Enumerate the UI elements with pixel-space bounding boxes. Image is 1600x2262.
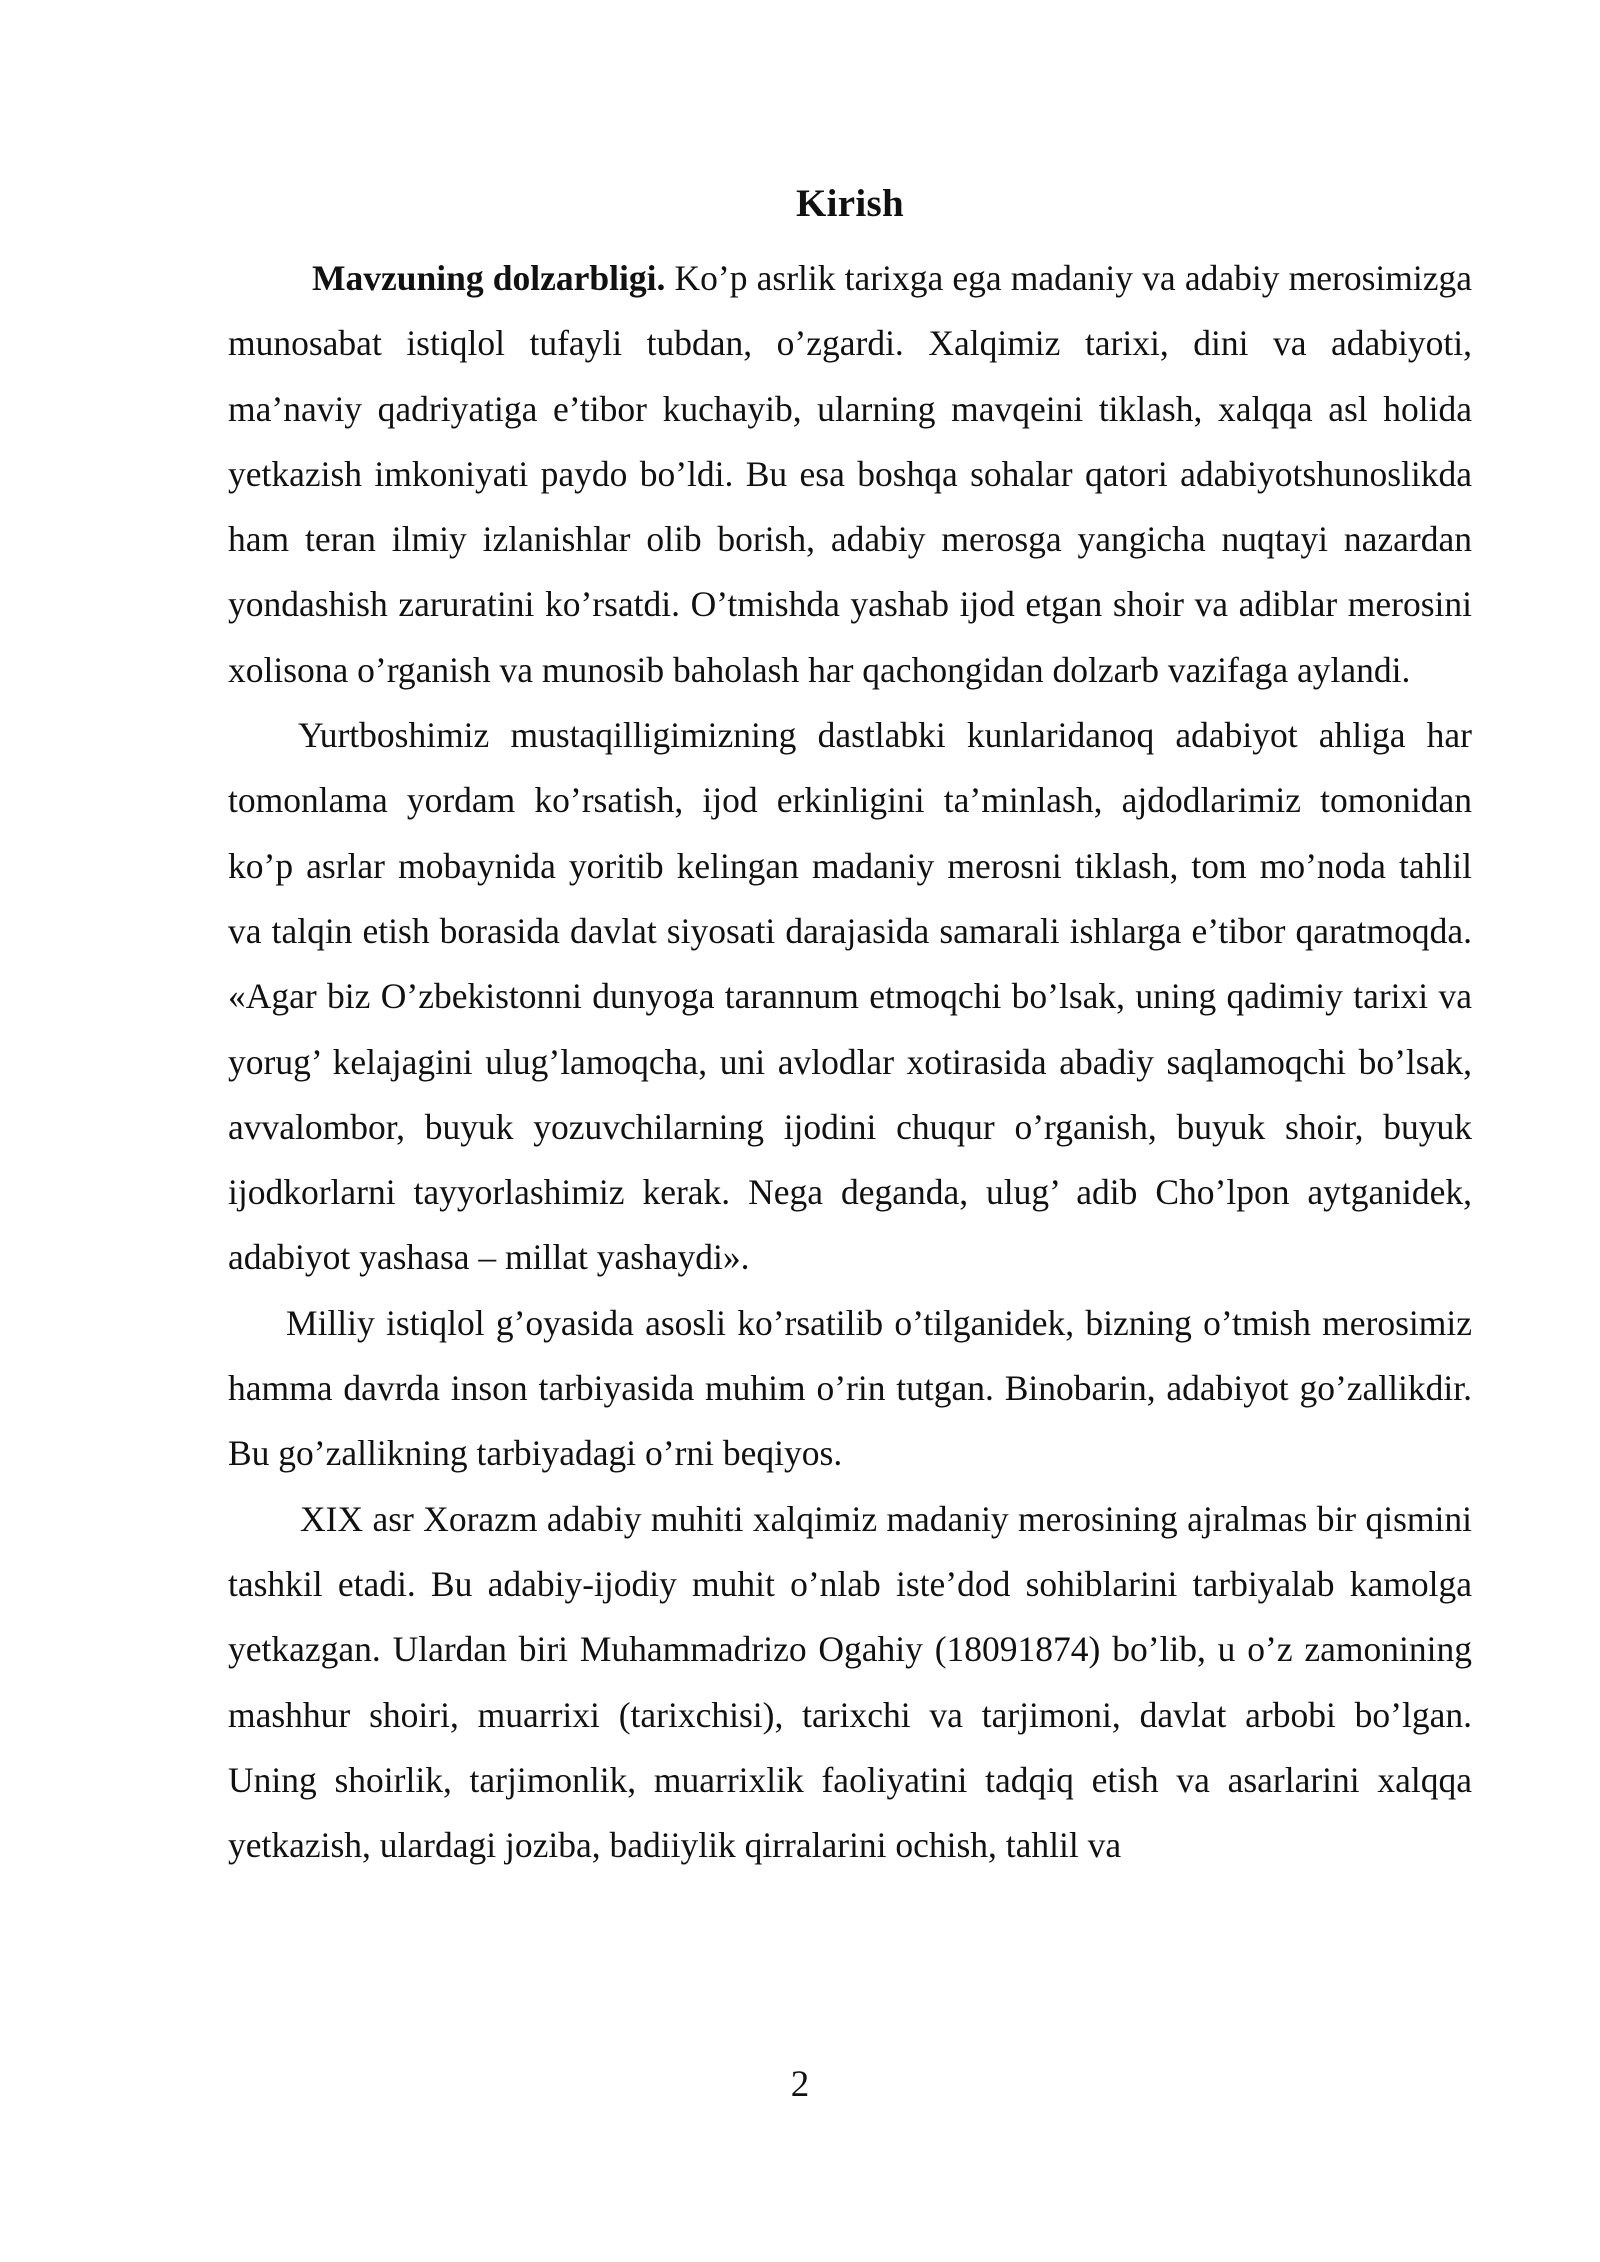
paragraph-president: Yurtboshimiz mustaqilligimizning dastlabki kunlaridanoq adabiyot ahliga har tomonlama yordam ko’rsatish, ijod erkinligini ta’minlash, ajdodlarimiz tomonidan ko’p asrlar mobaynida yoritib kelingan madaniy merosni tiklash, tom mo’noda tahlil va talqin etish borasida davlat siyosati darajasida samarali ishlarga e’tibor qaratmoqda. «Agar biz O’zbekistonni dunyoga tarannum etmoqchi bo’lsak, uning qadimiy tarixi va yorug’ kelajagini ulug’lamoqcha, uni avlodlar xotirasida abadiy saqlamoqchi bo’lsak, avvalombor, buyuk yozuvchilarning ijodini chuqur o’rganish, buyuk shoir, buyuk ijodkorlarni tayyorlashimiz kerak. Nega deganda, ulug’ adib Cho’lpon aytganidek, adabiyot yashasa – millat yashaydi».	[228, 715, 1472, 1278]
page-content	[228, 170, 1472, 1878]
page-title: Kirish	[796, 182, 904, 225]
page-number: 2	[790, 2064, 810, 2105]
paragraph-lead: Mavzuning dolzarbligi.	[312, 258, 666, 298]
paragraph-text: Ko’p asrlik tarixga ega madaniy va adabiy merosimizga munosabat istiqlol tufayli tubdan, o’zgardi. Xalqimiz tarixi, dini va adabiyoti, ma’naviy qadriyatiga e’tibor kuchayib, ularning mavqeini tiklash, xalqqa asl holida yetkazish imkoniyati paydo bo’ldi. Bu esa boshqa sohalar qatori adabiyotshunoslikda ham teran ilmiy izlanishlar olib borish, adabiy merosga yangicha nuqtayi nazardan yondashish zaruratini ko’rsatdi. O’tmishda yashab ijod etgan shoir va adiblar merosini xolisona o’rganish va munosib baholash har qachongidan dolzarb vazifaga aylandi.	[228, 258, 1472, 690]
paragraph-independence: Milliy istiqlol g’oyasida asosli ko’rsatilib o’tilganidek, bizning o’tmish merosimiz hamma davrda inson tarbiyasida muhim o’rin tutgan. Binobarin, adabiyot go’zallikdir. Bu go’zallikning tarbiyadagi o’rni beqiyos.	[228, 1302, 1472, 1474]
paragraph-khorezm: XIX asr Xorazm adabiy muhiti xalqimiz madaniy merosining ajralmas bir qismini tashkil etadi. Bu adabiy-ijodiy muhit o’nlab iste’dod sohiblarini tarbiyalab kamolga yetkazgan. Ulardan biri Muhammadrizo Ogahiy (18091874) bo’lib, u o’z zamonining mashhur shoiri, muarrixi (tarixchisi), tarixchi va tarjimoni, davlat arbobi bo’lgan. Uning shoirlik, tarjimonlik, muarrixlik faoliyatini tadqiq etish va asarlarini xalqqa yetkazish, ulardagi joziba, badiiylik qirralarini ochish, tahlil va	[228, 1498, 1472, 1866]
paragraph-relevance	[228, 246, 1472, 703]
